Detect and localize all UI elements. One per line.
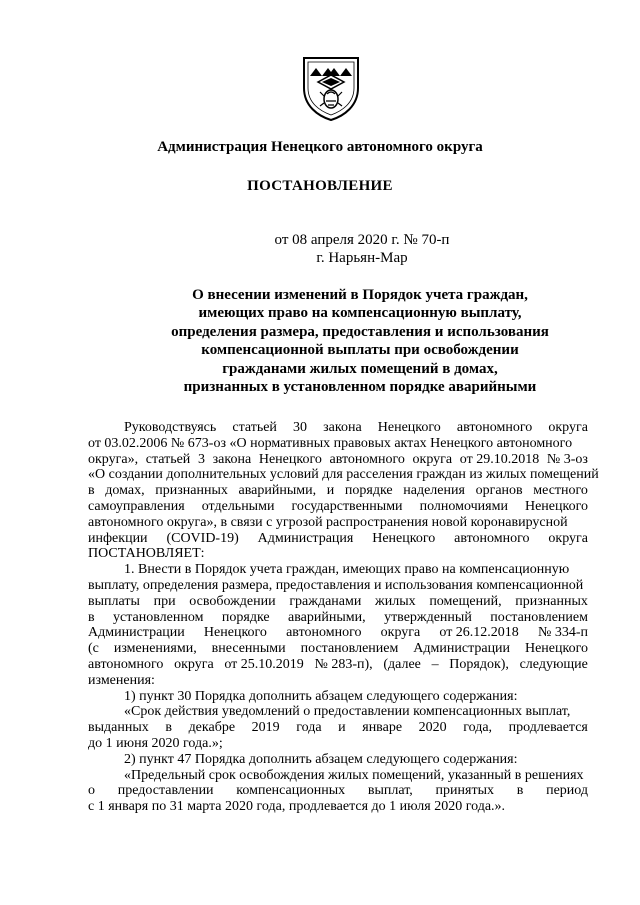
body-word: при bbox=[153, 593, 176, 609]
body-line bbox=[88, 720, 588, 736]
body-word: 2) пункт 47 Порядка дополнить абзацем следующего содержания: bbox=[124, 751, 518, 767]
body-line bbox=[88, 578, 588, 594]
body-word: округа bbox=[412, 451, 453, 467]
body-word: выданных bbox=[88, 720, 149, 736]
body-word: и bbox=[338, 720, 346, 736]
body-line bbox=[88, 546, 588, 562]
body-word: компенсационных bbox=[236, 783, 346, 799]
body-line bbox=[88, 499, 588, 515]
body-word: автономного bbox=[454, 530, 530, 546]
body-word: декабре bbox=[188, 720, 236, 736]
body-word: признанных bbox=[515, 593, 588, 609]
body-line bbox=[88, 736, 588, 752]
body-word: – bbox=[431, 656, 439, 672]
body-line bbox=[88, 752, 588, 768]
body-line bbox=[88, 420, 588, 436]
body-word: автономного bbox=[456, 420, 533, 435]
body-word: автономного bbox=[286, 625, 362, 641]
body-line bbox=[88, 436, 588, 452]
body-word: округа bbox=[380, 625, 421, 641]
body-word: «Срок действия уведомлений о предоставлении компенсационных выплат, bbox=[124, 704, 571, 720]
body-word: жилых bbox=[375, 593, 416, 609]
body-word: и bbox=[326, 483, 335, 499]
body-word: освобождении bbox=[189, 593, 276, 609]
body-line bbox=[88, 610, 588, 626]
body-word: гражданами bbox=[289, 593, 362, 609]
body-word: помещений, bbox=[429, 593, 502, 609]
document-city: г. Нарьян-Мар bbox=[316, 250, 408, 266]
body-word: года bbox=[296, 720, 322, 736]
body-word: полномочиями bbox=[419, 498, 508, 514]
body-word: автономного bbox=[329, 451, 405, 467]
body-word: о bbox=[88, 783, 95, 799]
title-line: компенсационной выплаты при освобождении bbox=[201, 342, 519, 359]
body-word: внесенными bbox=[211, 641, 286, 657]
body-word: 1) пункт 30 Порядка дополнить абзацем следующего содержания: bbox=[124, 688, 518, 704]
body-word: принятых bbox=[435, 783, 494, 799]
body-word: округа», bbox=[88, 451, 139, 467]
organization-name: Администрация Ненецкого автономного округа bbox=[157, 139, 483, 155]
body-word: следующие bbox=[519, 656, 588, 672]
body-word: закона bbox=[212, 451, 252, 467]
body-word: 30 bbox=[293, 420, 308, 435]
body-line bbox=[88, 467, 599, 483]
body-line bbox=[88, 531, 588, 547]
body-word: январе bbox=[362, 720, 403, 736]
body-word: автономного округа», в связи с угрозой распространения новой коронавирусной bbox=[88, 514, 568, 530]
body-word: выплаты bbox=[88, 593, 140, 609]
body-word: № 334-п bbox=[537, 625, 588, 641]
body-word: в bbox=[516, 783, 524, 799]
body-word: порядке bbox=[344, 483, 393, 499]
body-word: от 29.10.2018 bbox=[459, 451, 540, 467]
body-word: инфекции bbox=[88, 530, 148, 546]
body-word: (COVID-19) bbox=[166, 530, 239, 546]
body-word: 3 bbox=[197, 451, 205, 467]
body-word: Администрации bbox=[88, 625, 185, 641]
body-line bbox=[88, 452, 588, 468]
body-word: (с bbox=[88, 641, 99, 657]
body-word: Ненецкого bbox=[524, 641, 588, 657]
document-type: ПОСТАНОВЛЕНИЕ bbox=[247, 178, 393, 194]
body-word: «Предельный срок освобождения жилых помещений, указанный в решениях bbox=[124, 767, 584, 783]
body-word: постановлением bbox=[300, 641, 399, 657]
body-word: изменениями, bbox=[113, 641, 197, 657]
body-line bbox=[88, 799, 588, 815]
body-line bbox=[88, 689, 588, 705]
body-word: выплат, bbox=[367, 783, 413, 799]
body-word: года, bbox=[463, 720, 493, 736]
body-word: 2020 bbox=[418, 720, 447, 736]
body-word: в bbox=[165, 720, 172, 736]
body-line bbox=[88, 483, 588, 499]
body-word: Руководствуясь bbox=[124, 420, 217, 435]
body-word: от 26.12.2018 bbox=[439, 625, 519, 641]
body-word: местного bbox=[533, 483, 588, 499]
body-word: (далее bbox=[383, 656, 421, 672]
body-word: в bbox=[88, 609, 95, 625]
body-word: № 283-п), bbox=[314, 656, 373, 672]
body-word: Ненецкого bbox=[203, 625, 267, 641]
body-word: признанных bbox=[155, 483, 228, 499]
document-date-number: от 08 апреля 2020 г. № 70-п bbox=[274, 232, 450, 248]
body-word: выплату, определения размера, предоставления и использования компенсационной bbox=[88, 577, 584, 593]
body-word: округа bbox=[174, 656, 214, 672]
body-word: государственными bbox=[291, 498, 403, 514]
body-word: наделения bbox=[403, 483, 465, 499]
body-word: установленном bbox=[113, 609, 204, 625]
nenets-coat-of-arms-icon bbox=[300, 54, 362, 122]
body-line bbox=[88, 783, 588, 799]
body-line bbox=[88, 594, 588, 610]
body-word: изменения: bbox=[88, 672, 155, 688]
body-word: утвержденный bbox=[384, 609, 472, 625]
body-word: аварийными, bbox=[288, 609, 366, 625]
title-line: гражданами жилых помещений в домах, bbox=[222, 360, 498, 377]
body-line bbox=[88, 515, 588, 531]
body-word: Администрация bbox=[257, 530, 354, 546]
body-word: 1. Внести в Порядок учета граждан, имеющих право на компенсационную bbox=[124, 562, 570, 578]
title-line: признанных в установленном порядке аварийными bbox=[183, 379, 537, 396]
document-title bbox=[110, 286, 610, 396]
body-word: № 3-оз bbox=[546, 451, 588, 467]
body-line bbox=[88, 625, 588, 641]
body-line bbox=[88, 641, 588, 657]
body-word: закона bbox=[323, 420, 362, 435]
body-word: постановлением bbox=[490, 609, 588, 625]
body-word: порядке bbox=[221, 609, 270, 625]
body-word: автономного bbox=[88, 656, 164, 672]
body-word: аварийными, bbox=[238, 483, 317, 499]
body-word: «О создании дополнительных условий для расселения граждан из жилых помещений bbox=[88, 467, 599, 483]
title-line: имеющих право на компенсационную выплату, bbox=[198, 305, 522, 322]
body-word: домах, bbox=[105, 483, 145, 499]
body-line bbox=[88, 768, 588, 784]
body-line bbox=[88, 562, 588, 578]
title-line: О внесении изменений в Порядок учета граждан, bbox=[192, 287, 528, 303]
body-word: продлевается bbox=[508, 720, 588, 736]
body-word: Порядок), bbox=[449, 656, 509, 672]
body-line bbox=[88, 657, 588, 673]
title-line: определения размера, предоставления и использования bbox=[171, 323, 549, 340]
body-word: Ненецкого bbox=[377, 420, 441, 435]
body-word: от 25.10.2019 bbox=[224, 656, 304, 672]
body-word: Ненецкого bbox=[524, 498, 588, 514]
body-word: период bbox=[546, 783, 588, 799]
body-word: Ненецкого bbox=[372, 530, 436, 546]
body-word: статьей bbox=[145, 451, 191, 467]
body-word: статьей bbox=[232, 420, 277, 435]
body-word: от 03.02.2006 № 673-оз «О нормативных правовых актах Ненецкого автономного bbox=[88, 435, 573, 451]
body-line bbox=[88, 673, 588, 689]
body-word: отдельными bbox=[201, 498, 275, 514]
body-word: округа bbox=[548, 420, 588, 435]
body-word: с 1 января по 31 марта 2020 года, продлевается до 1 июля 2020 года.». bbox=[88, 799, 506, 815]
body-word: до 1 июня 2020 года.»; bbox=[88, 735, 223, 751]
body-word: в bbox=[88, 483, 95, 499]
body-word: самоуправления bbox=[88, 498, 185, 514]
body-word: ПОСТАНОВЛЯЕТ: bbox=[88, 546, 205, 562]
body-word: Ненецкого bbox=[258, 451, 322, 467]
body-line bbox=[88, 704, 588, 720]
body-word: органов bbox=[475, 483, 523, 499]
body-word: округа bbox=[548, 530, 588, 546]
document-body bbox=[88, 420, 599, 815]
body-word: 2019 bbox=[251, 720, 280, 736]
body-word: Администрации bbox=[413, 641, 511, 657]
body-word: предоставлении bbox=[117, 783, 214, 799]
